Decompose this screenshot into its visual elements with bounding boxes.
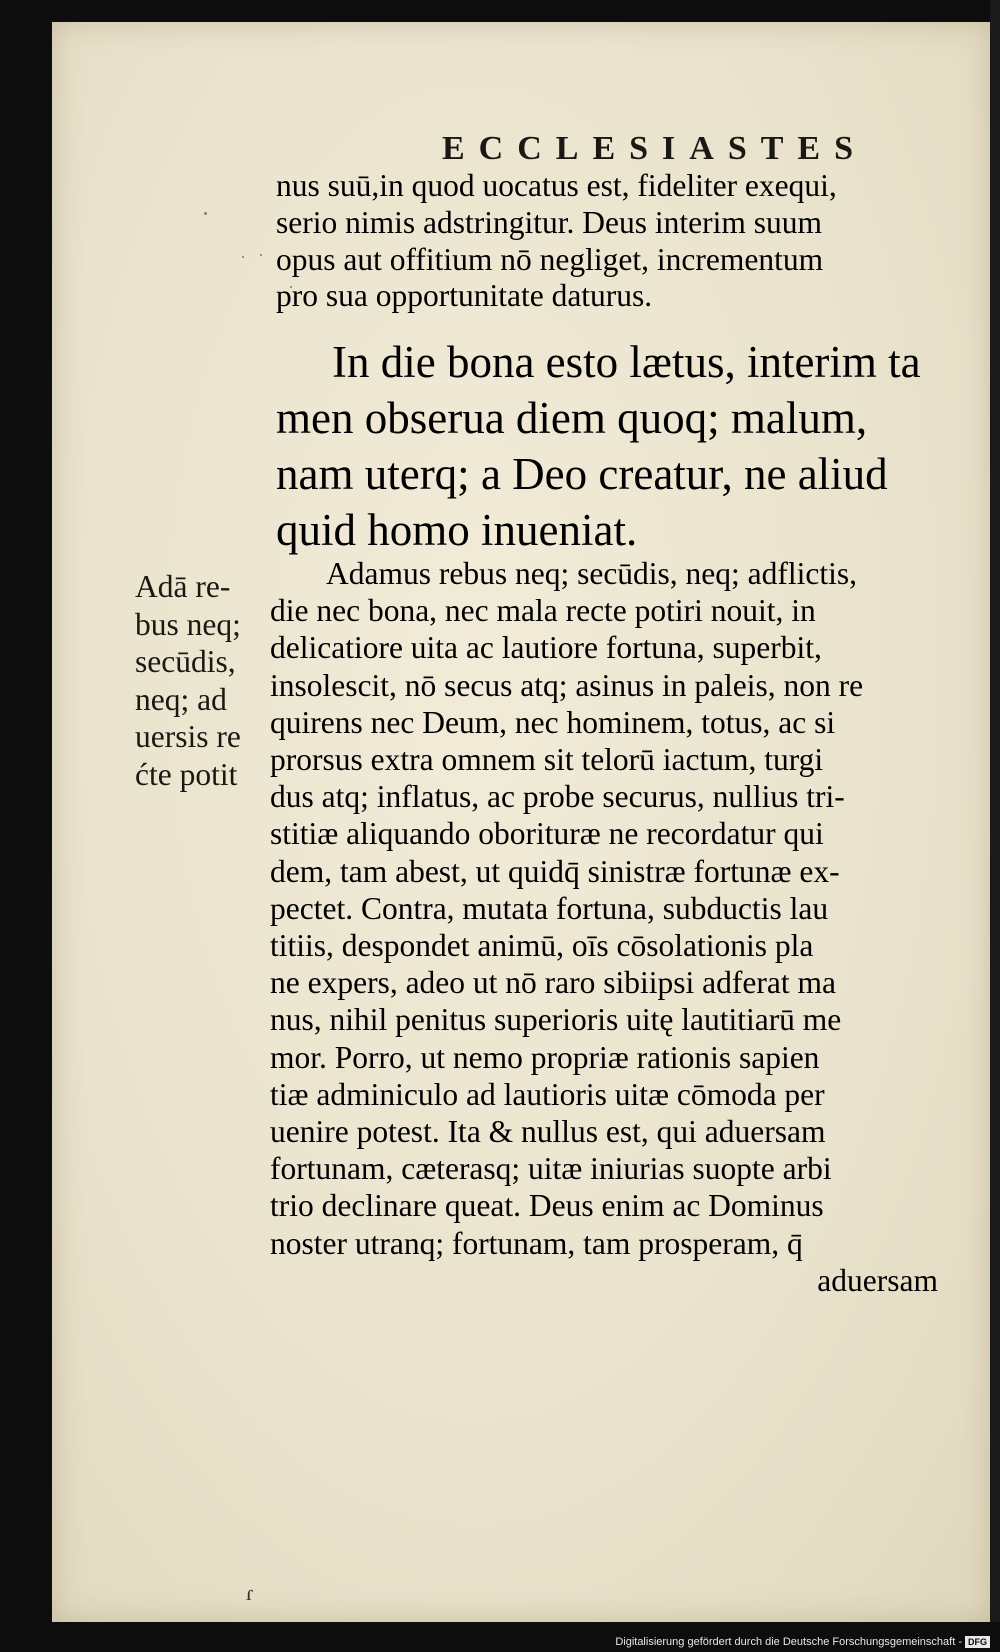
scan-border (990, 0, 1000, 1622)
verse-line: quid homo inueniat. (276, 505, 638, 555)
catchword: aduersam (817, 1262, 938, 1298)
commentary-line: titiis, despondet animū, oīs cōsolationis pla (270, 928, 814, 964)
ink-mark: ɾ (246, 1580, 254, 1605)
commentary-line: die nec bona, nec mala recte potiri nouit, in (270, 593, 816, 629)
commentary-line: dem, tam abest, ut quidq̄ sinistræ fortunæ ex- (270, 853, 840, 889)
commentary-line: quirens nec Deum, nec hominem, totus, ac si (270, 704, 836, 740)
commentary-line: tiæ adminiculo ad lautioris uitæ cōmoda per (270, 1076, 825, 1112)
margin-line: neq; ad (135, 681, 227, 717)
verse-line: nam uterq; a Deo creatur, ne aliud (276, 449, 888, 499)
commentary-line: fortunam, cæterasq; uitæ iniurias suopte arbi (270, 1151, 832, 1187)
commentary-line: noster utranq; fortunam, tam prosperam, q̄ (270, 1225, 803, 1261)
running-title: ECCLESIASTES (442, 130, 868, 167)
margin-line: secūdis, (135, 644, 236, 679)
margin-line: ćte potit (135, 756, 238, 792)
verse-line: men obserua diem quoq; malum, (276, 393, 868, 443)
commentary-line: insolescit, nō secus atq; asinus in paleis, non re (270, 667, 864, 703)
commentary-line: stitiæ aliquando oborituræ ne recordatur qui (270, 816, 824, 852)
dfg-logo: DFG (965, 1636, 990, 1648)
commentary-line: nus, nihil penitus superioris uitę lautitiarū me (270, 1002, 842, 1038)
commentary-line: pectet. Contra, mutata fortuna, subductis lau (270, 890, 829, 926)
verse-line: In die bona esto lætus, interim ta (332, 337, 921, 387)
commentary-line: dus atq; inflatus, ac probe securus, nullius tri- (270, 779, 845, 815)
margin-line: Adā re- (135, 569, 231, 604)
commentary-line: delicatiore uita ac lautiore fortuna, superbit, (270, 630, 822, 666)
scripture-verse (276, 334, 921, 558)
top-paragraph (276, 168, 837, 315)
digitization-credit (615, 1636, 990, 1648)
marginal-note (135, 568, 241, 793)
margin-line: uersis re (135, 719, 241, 754)
commentary-line: prorsus extra omnem sit telorū iactum, turgi (270, 742, 824, 778)
margin-line: bus neq; (135, 606, 241, 642)
commentary-line: Adamus rebus neq; secūdis, neq; adflictis, (326, 556, 858, 591)
commentary-line: trio declinare queat. Deus enim ac Dominus (270, 1188, 824, 1224)
commentary-line: uenire potest. Ita & nullus est, qui aduersam (270, 1114, 826, 1150)
text-line: serio nimis adstringitur. Deus interim suum (276, 204, 822, 240)
text-line: pro sua opportunitate daturus. (276, 278, 653, 314)
commentary-line: ne expers, adeo ut nō raro sibiipsi adferat ma (270, 965, 836, 1001)
commentary-text (270, 555, 938, 1299)
credit-text: Digitalisierung gefördert durch die Deutsche Forschungsgemeinschaft - (615, 1636, 962, 1648)
commentary-line: mor. Porro, ut nemo propriæ rationis sapien (270, 1039, 820, 1075)
text-line: nus suū,in quod uocatus est, fideliter exequi, (276, 168, 837, 203)
text-line: opus aut offitium nō negliget, incrementum (276, 241, 824, 277)
